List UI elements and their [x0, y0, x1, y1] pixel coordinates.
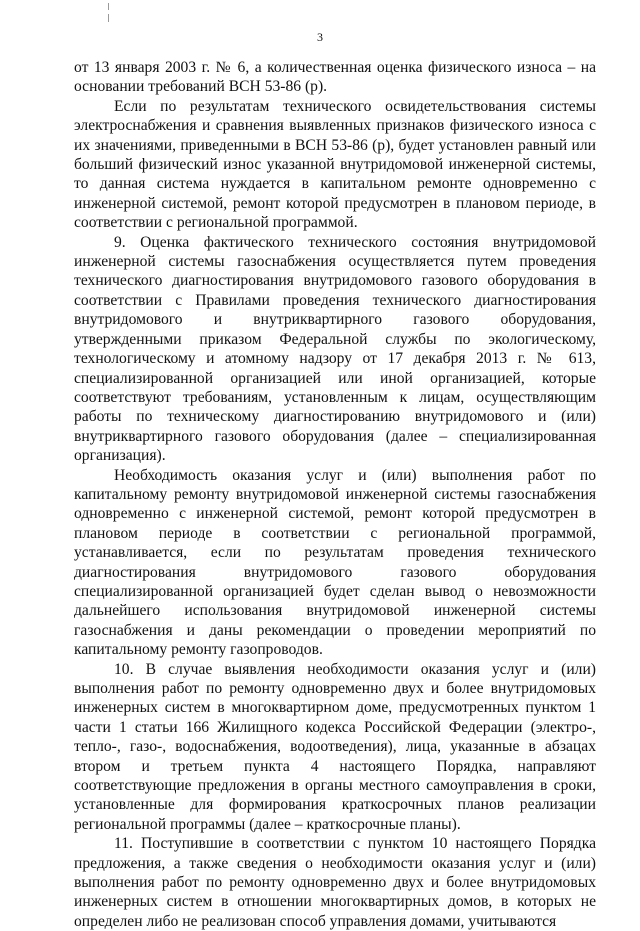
scan-mark	[108, 3, 109, 10]
paragraph: 9. Оценка фактического технического состояния внутридомовой инженерной системы газоснабжения осуществляется путем проведения технического диагностирования внутридомового газового оборудования в соответствии с Правилами проведения технического диагностирования внутридомового и внутриквартирного газового оборудования, утвержденными приказом Федеральной службы по экологическому, технологическому и атомному надзору от 17 декабря 2013 г. № 613, специализированной организацией или иной организацией, которые соответствуют требованиям, установленным к лицам, осуществляющим работы по техническому диагностированию внутридомового и (или) внутриквартирного газового оборудования (далее – специализированная организация).	[74, 233, 596, 465]
paragraph: Необходимость оказания услуг и (или) выполнения работ по капитальному ремонту внутридомовой инженерной системы газоснабжения одновременно с инженерной системой, ремонт которой предусмотрен в плановом периоде в соответствии с региональной программой, устанавливается, если по результатам проведения технического диагностирования внутридомового газового оборудования специализированной организацией будет сделан вывод о невозможности дальнейшего использования внутридомовой инженерной системы газоснабжения и даны рекомендации о проведении мероприятий по капитальному ремонту газопроводов.	[74, 466, 596, 659]
paragraph: от 13 января 2003 г. № 6, а количественная оценка физического износа – на основании требований ВСН 53-86 (р).	[74, 59, 596, 96]
scan-mark	[108, 14, 109, 22]
paragraph: Если по результатам технического освидетельствования системы электроснабжения и сравнения выявленных признаков физического износа с их значениями, приведенными в ВСН 53-86 (р), будет установлен равный или больший физический износ указанной внутридомовой инженерной системы, то данная система нуждается в капитальном ремонте одновременно с инженерной системой, ремонт которой предусмотрен в плановом периоде, в соответствии с региональной программой.	[74, 97, 596, 232]
page-number: 3	[317, 30, 323, 44]
document-body	[74, 58, 596, 931]
paragraph: 10. В случае выявления необходимости оказания услуг и (или) выполнения работ по ремонту одновременно двух и более внутридомовых инженерных систем в многоквартирном доме, предусмотренных пунктом 1 части 1 статьи 166 Жилищного кодекса Российской Федерации (электро-, тепло-, газо-, водоснабжения, водоотведения), лица, указанные в абзацах втором и третьем пункта 4 настоящего Порядка, направляют соответствующие предложения в органы местного самоуправления в сроки, установленные для формирования краткосрочных планов реализации региональной программы (далее – краткосрочные планы).	[74, 660, 596, 833]
paragraph: 11. Поступившие в соответствии с пунктом 10 настоящего Порядка предложения, а также сведения о необходимости оказания услуг и (или) выполнения работ по ремонту одновременно двух и более внутридомовых инженерных систем в отношении многоквартирных домов, в которых не определен либо не реализован способ управления домами, учитываются	[74, 835, 596, 930]
